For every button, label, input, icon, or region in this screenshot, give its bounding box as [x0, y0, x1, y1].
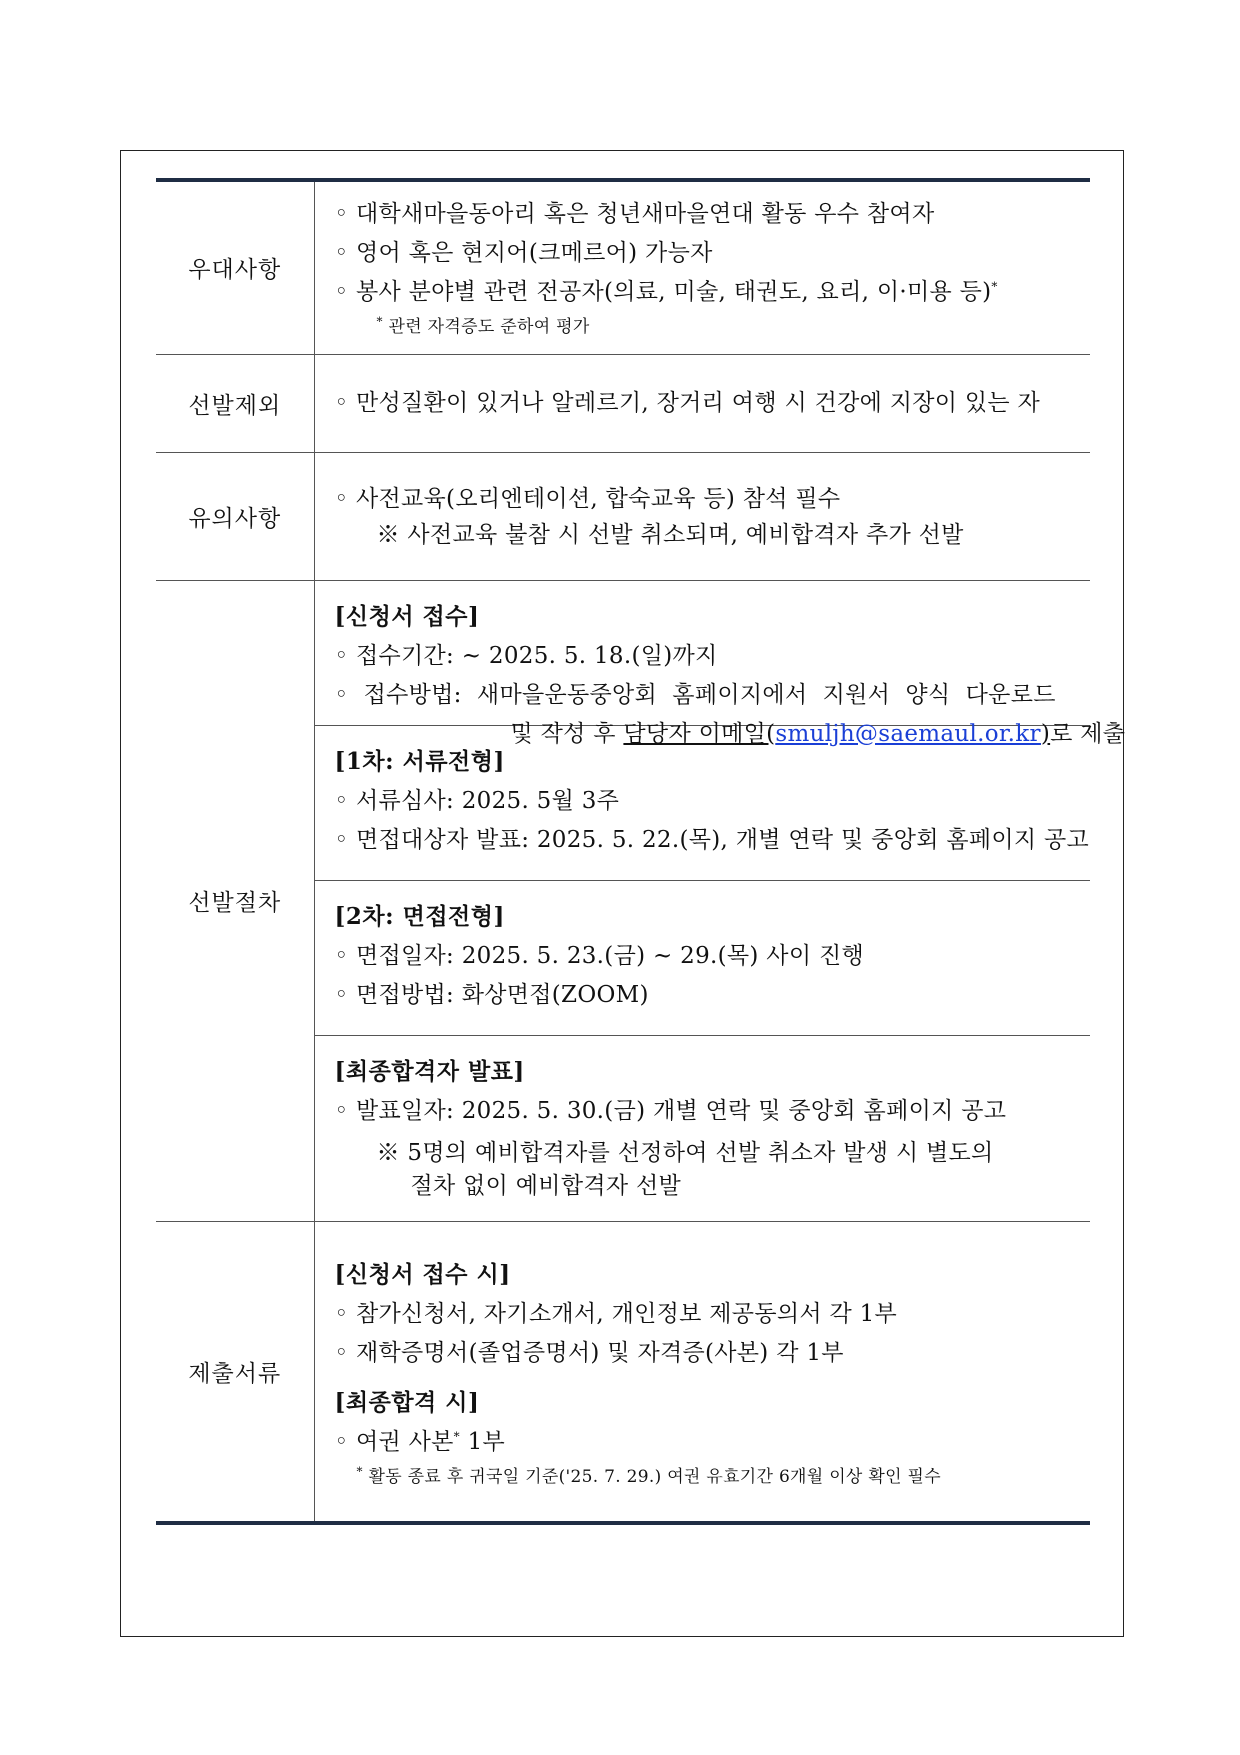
list-item: ◦ 면접대상자 발표: 2025. 5. 22.(목), 개별 연락 및 중앙회 홈페이지 공고: [334, 826, 1090, 853]
row-procedure: [156, 580, 1090, 1221]
footnote-mark: *: [376, 314, 383, 329]
footnote: [335, 1462, 1079, 1492]
row-content: [314, 354, 1090, 452]
final-note: 절차 없이 예비합격자 선발: [410, 1172, 682, 1199]
footnote-text: 활동 종료 후 귀국일 기준('25. 7. 29.) 여권 유효기간 6개월 이상 확인 필수: [368, 1466, 941, 1487]
list-item: ◦ 사전교육(오리엔테이션, 합숙교육 등) 참석 필수: [334, 486, 841, 512]
notice-note: ※ 사전교육 불참 시 선발 취소되며, 예비합격자 추가 선발: [376, 522, 964, 548]
list-item: ◦ 발표일자: 2025. 5. 30.(금) 개별 연락 및 중앙회 홈페이지 공고: [334, 1097, 1007, 1124]
row-content: [314, 452, 1090, 580]
list-item: [335, 1423, 1079, 1462]
row-content: [314, 180, 1090, 354]
text: 및 작성 후: [510, 720, 624, 747]
text: 1부: [459, 1428, 506, 1455]
section-heading: [최종합격 시]: [334, 1388, 480, 1416]
contact-text: [623, 721, 1050, 747]
list-item: [335, 273, 1079, 312]
footnote: [335, 312, 1079, 342]
footnote-text: 관련 자격증도 준하여 평가: [388, 317, 590, 338]
list-item: ◦ 영어 혹은 현지어(크메르어) 가능자: [334, 240, 713, 267]
row-label: 제출서류: [156, 1221, 314, 1523]
list-item: ◦ 만성질환이 있거나 알레르기, 장거리 여행 시 건강에 지장이 있는 자: [334, 389, 1041, 416]
list-item: ◦ 접수방법: 새마을운동중앙회 홈페이지에서 지원서 양식 다운로드: [334, 681, 1056, 708]
final-note: ※ 5명의 예비합격자를 선정하여 선발 취소자 발생 시 별도의: [376, 1139, 994, 1166]
row-label: 선발제외: [156, 354, 314, 452]
text: 담당자 이메일(: [623, 720, 776, 747]
text: ◦ 여권 사본: [334, 1428, 454, 1455]
footnote-mark: *: [453, 1429, 460, 1444]
row-label: 선발절차: [156, 580, 314, 1221]
footnote-mark: *: [991, 279, 998, 294]
section-heading: [최종합격자 발표]: [334, 1057, 525, 1085]
text: 로 제출: [1050, 720, 1126, 747]
list-item-text: ◦ 봉사 분야별 관련 전공자(의료, 미술, 태권도, 요리, 이·미용 등): [334, 279, 992, 306]
row-notice: [156, 452, 1090, 580]
list-item: ◦ 대학새마을동아리 혹은 청년새마을연대 활동 우수 참여자: [334, 201, 935, 228]
list-item: ◦ 면접일자: 2025. 5. 23.(금) ~ 29.(목) 사이 진행: [334, 942, 864, 969]
recruitment-info-table: [156, 178, 1126, 1525]
row-documents: [156, 1221, 1090, 1523]
row-preference: [156, 180, 1090, 354]
list-item: ◦ 서류심사: 2025. 5월 3주: [334, 787, 620, 814]
procedure-final: [315, 1035, 1091, 1221]
section-heading: [신청서 접수]: [334, 602, 480, 630]
section-heading: [신청서 접수 시]: [334, 1260, 511, 1288]
list-item: ◦ 참가신청서, 자기소개서, 개인정보 제공동의서 각 1부: [334, 1300, 898, 1327]
row-content: [314, 580, 1126, 1221]
footnote-mark: *: [356, 1464, 363, 1479]
row-exclusion: [156, 354, 1090, 452]
section-heading: [2차: 면접전형]: [334, 902, 505, 930]
row-label: 유의사항: [156, 452, 314, 580]
list-item: ◦ 접수기간: ~ 2025. 5. 18.(일)까지: [334, 642, 718, 669]
procedure-round2: [315, 880, 1091, 1035]
list-item: ◦ 재학증명서(졸업증명서) 및 자격증(사본) 각 1부: [334, 1339, 844, 1366]
row-content: [314, 1221, 1090, 1523]
row-label: 우대사항: [156, 180, 314, 354]
email-link[interactable]: smuljh@saemaul.or.kr: [775, 720, 1041, 747]
text: ): [1040, 720, 1051, 747]
section-heading: [1차: 서류전형]: [334, 747, 505, 775]
list-item: ◦ 면접방법: 화상면접(ZOOM): [334, 981, 649, 1008]
procedure-application: [315, 581, 1126, 747]
